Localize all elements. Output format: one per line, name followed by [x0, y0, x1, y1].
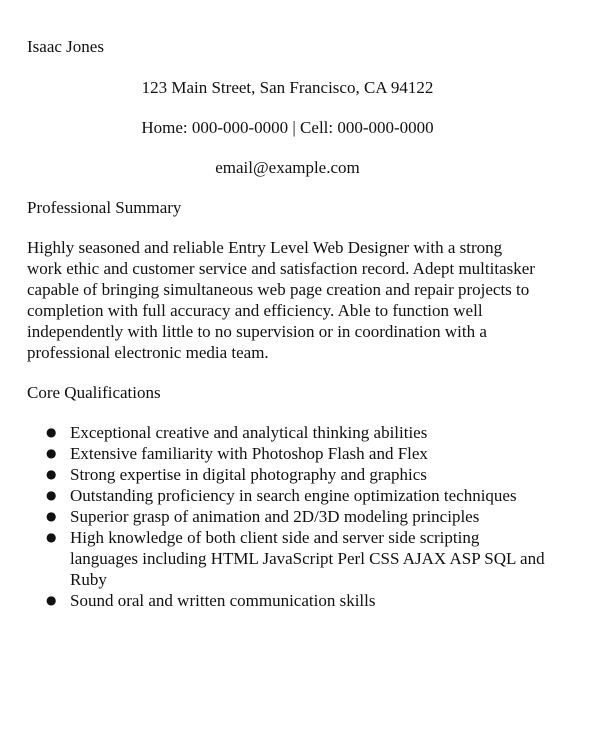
- list-item: [27, 506, 547, 527]
- bullet-icon: ●: [46, 509, 57, 523]
- list-item: [27, 464, 547, 485]
- qualification-text: Outstanding proficiency in search engine optimization techniques: [70, 486, 517, 505]
- qualifications-heading: Core Qualifications: [27, 383, 161, 402]
- list-item: [27, 443, 547, 464]
- list-item: [27, 590, 547, 611]
- qualification-text: High knowledge of both client side and server side scripting languages including HTML JavaScript Perl CSS AJAX ASP SQL and Ruby: [70, 528, 545, 589]
- summary-heading: Professional Summary: [27, 198, 182, 217]
- bullet-icon: ●: [46, 488, 57, 502]
- qualification-text: Strong expertise in digital photography and graphics: [70, 465, 427, 484]
- list-item: [27, 485, 547, 506]
- list-item: [27, 422, 547, 443]
- address-line: 123 Main Street, San Francisco, CA 94122: [141, 78, 434, 97]
- qualification-text: Superior grasp of animation and 2D/3D modeling principles: [70, 507, 480, 526]
- list-item: [27, 527, 547, 590]
- candidate-name: Isaac Jones: [27, 37, 104, 56]
- phone-line: Home: 000-000-0000 | Cell: 000-000-0000: [141, 118, 434, 137]
- bullet-icon: ●: [46, 425, 57, 439]
- bullet-icon: ●: [46, 530, 57, 544]
- bullet-icon: ●: [46, 467, 57, 481]
- bullet-icon: ●: [46, 593, 57, 607]
- qualification-text: Sound oral and written communication skills: [70, 591, 376, 610]
- bullet-icon: ●: [46, 446, 57, 460]
- qualification-text: Exceptional creative and analytical thinking abilities: [70, 423, 428, 442]
- qualification-text: Extensive familiarity with Photoshop Flash and Flex: [70, 444, 428, 463]
- email-line: email@example.com: [215, 158, 360, 177]
- qualifications-list: [27, 422, 547, 611]
- summary-paragraph: Highly seasoned and reliable Entry Level Web Designer with a strong work ethic and customer service and satisfaction record. Adept multitasker capable of bringing simultaneous web page creation and repair projects to completion with full accuracy and efficiency. Able to function well independently with little to no supervision or in coordination with a professional electronic media team.: [27, 238, 535, 362]
